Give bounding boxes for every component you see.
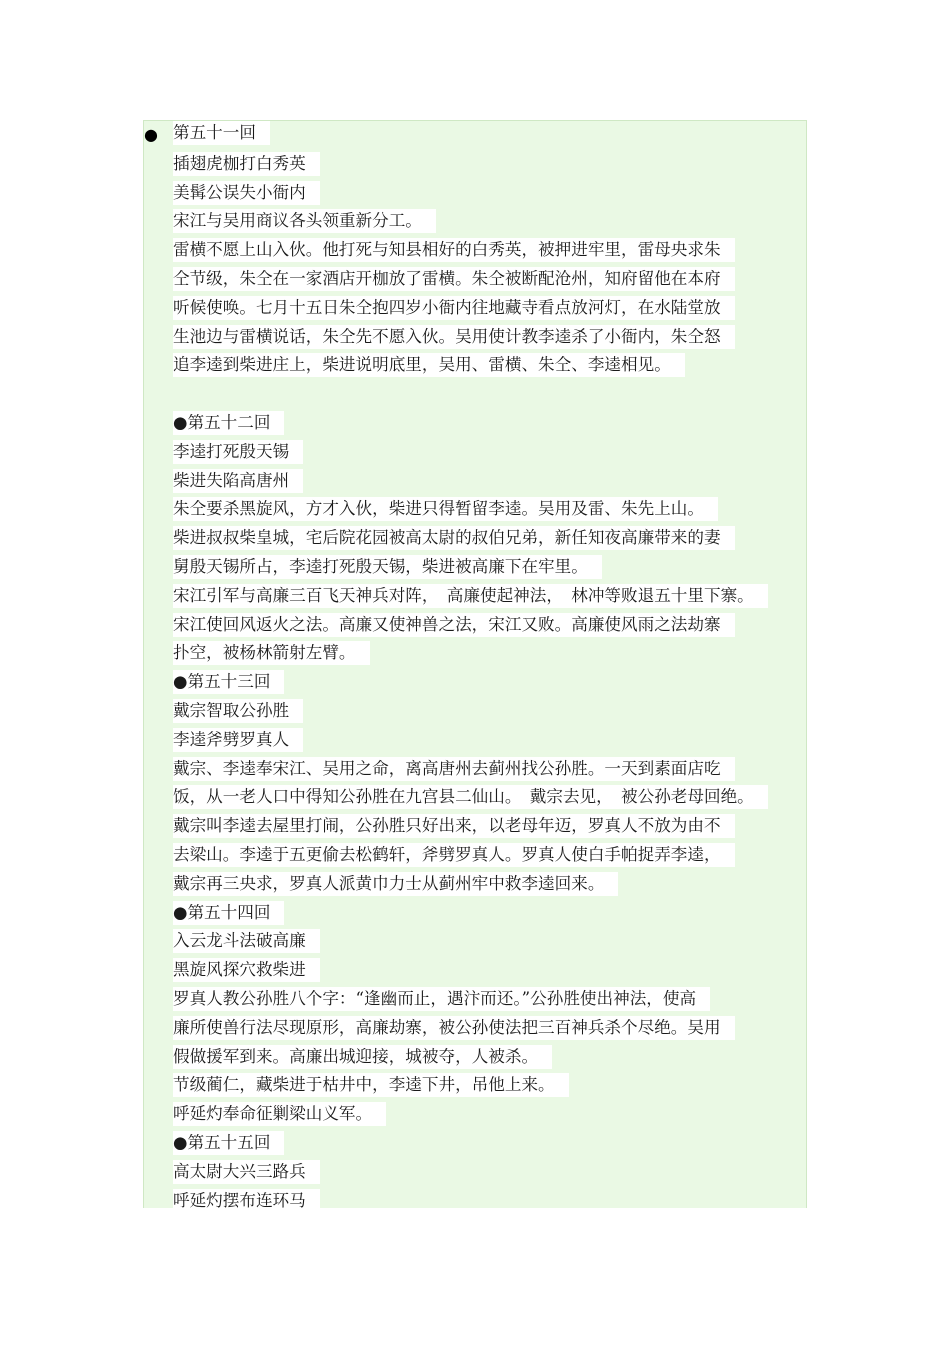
text-line-content: 戴宗、李逵奉宋江、吴用之命，离高唐州去蓟州找公孙胜。一天到素面店吃 — [173, 757, 735, 781]
text-line — [173, 870, 618, 899]
text-line — [173, 1158, 320, 1187]
text-line — [173, 697, 303, 726]
text-line-content: 入云龙斗法破高廉 — [173, 929, 320, 953]
text-line-content: 生池边与雷横说话，朱仝先不愿入伙。吴用使计教李逵杀了小衙内，朱仝怒 — [173, 325, 735, 349]
document-panel — [143, 120, 807, 1208]
text-line — [173, 1014, 735, 1043]
text-line — [173, 1187, 320, 1208]
text-line — [173, 179, 320, 208]
text-line-content: 李逵斧劈罗真人 — [173, 728, 303, 752]
chapter-title: ●第五十二回 — [173, 411, 284, 435]
text-line-content: 雷横不愿上山入伙。他打死与知县相好的白秀英，被押进牢里，雷母央求朱 — [173, 238, 735, 262]
text-line — [173, 639, 370, 668]
text-line — [173, 582, 768, 611]
text-line-content: 戴宗智取公孙胜 — [173, 699, 303, 723]
text-line — [173, 553, 602, 582]
text-line-content: 柴进失陷高唐州 — [173, 469, 303, 493]
text-line — [173, 755, 735, 784]
text-line — [173, 207, 436, 236]
text-line-content: 舅殷天锡所占，李逵打死殷天锡，柴进被高廉下在牢里。 — [173, 555, 602, 579]
text-line — [173, 812, 735, 841]
text-line-content: 去梁山。李逵于五更偷去松鹤轩，斧劈罗真人。罗真人使白手帕捉弄李逵， — [173, 843, 735, 867]
text-line-content: 宋江与吴用商议各头领重新分工。 — [173, 209, 436, 233]
text-line — [173, 265, 735, 294]
text-line — [173, 611, 735, 640]
chapter-title: ●第五十四回 — [173, 901, 284, 925]
text-line-content: 柴进叔叔柴皇城，宅后院花园被高太尉的叔伯兄弟，新任知夜高廉带来的妻 — [173, 526, 735, 550]
text-line-content: 宋江引军与高廉三百飞天神兵对阵， 高廉使起神法， 林冲等败退五十里下寨。 — [173, 584, 768, 608]
text-line-content: 呼延灼奉命征剿梁山义军。 — [173, 1102, 386, 1126]
text-line-content: 高太尉大兴三路兵 — [173, 1160, 320, 1184]
text-line-content: 仝节级，朱仝在一家酒店开枷放了雷横。朱仝被断配沧州，知府留他在本府 — [173, 267, 735, 291]
text-line-content: 李逵打死殷天锡 — [173, 440, 303, 464]
text-line-content: 假做援军到来。高廉出城迎接，城被夺，人被杀。 — [173, 1045, 552, 1069]
text-line-content: 朱仝要杀黑旋风，方才入伙，柴进只得暂留李逵。吴用及雷、朱先上山。 — [173, 497, 718, 521]
text-line-content: 廉所使兽行法尽现原形，高廉劫寨，被公孙使法把三百神兵杀个尽绝。吴用 — [173, 1016, 735, 1040]
text-line-content: 节级蔺仁，藏柴进于枯井中，李逵下井，吊他上来。 — [173, 1073, 569, 1097]
text-line — [173, 524, 735, 553]
text-line — [173, 467, 303, 496]
text-line — [173, 927, 320, 956]
chapter-title: ●第五十五回 — [173, 1131, 284, 1155]
text-line — [173, 323, 735, 352]
text-line-content: 饭，从一老人口中得知公孙胜在九宫县二仙山。 戴宗去见， 被公孙老母回绝。 — [173, 785, 768, 809]
text-line — [173, 985, 710, 1014]
text-line — [173, 783, 768, 812]
text-line-content: 黑旋风探穴救柴进 — [173, 958, 320, 982]
bullet-icon: ● — [144, 125, 158, 144]
text-line — [173, 726, 303, 755]
text-line — [173, 841, 735, 870]
chapter-title: 第五十一回 — [173, 121, 270, 145]
text-line-content: 美髯公误失小衙内 — [173, 181, 320, 205]
text-line — [173, 1071, 569, 1100]
chapter-heading — [173, 409, 284, 438]
text-line-content: 插翅虎枷打白秀英 — [173, 152, 320, 176]
text-line-content: 追李逵到柴进庄上，柴进说明底里，吴用、雷横、朱仝、李逵相见。 — [173, 353, 685, 377]
text-line-content: 扑空，被杨林箭射左臂。 — [173, 641, 370, 665]
text-line — [173, 150, 320, 179]
chapter-title: ●第五十三回 — [173, 670, 284, 694]
text-line — [173, 438, 303, 467]
chapter-heading — [173, 1129, 284, 1158]
text-line-content: 呼延灼摆布连环马 — [173, 1189, 320, 1208]
text-line — [173, 495, 718, 524]
text-line-content: 戴宗叫李逵去屋里打闹，公孙胜只好出来，以老母年迈，罗真人不放为由不 — [173, 814, 735, 838]
text-line-content: 罗真人教公孙胜八个字：“逢幽而止，遇汴而还。”公孙胜使出神法，使高 — [173, 987, 710, 1011]
chapter-heading — [173, 668, 284, 697]
text-line — [173, 1043, 552, 1072]
text-line-content: 戴宗再三央求，罗真人派黄巾力士从蓟州牢中救李逵回来。 — [173, 872, 618, 896]
text-line — [173, 1100, 386, 1129]
text-line-content: 宋江使回风返火之法。高廉又使神兽之法，宋江又败。高廉使风雨之法劫寨 — [173, 613, 735, 637]
chapter-heading — [173, 899, 284, 928]
text-line — [173, 351, 685, 380]
text-line — [173, 236, 735, 265]
text-line-content: 听候使唤。七月十五日朱仝抱四岁小衙内往地藏寺看点放河灯，在水陆堂放 — [173, 296, 735, 320]
text-line — [173, 294, 735, 323]
text-line — [173, 956, 320, 985]
